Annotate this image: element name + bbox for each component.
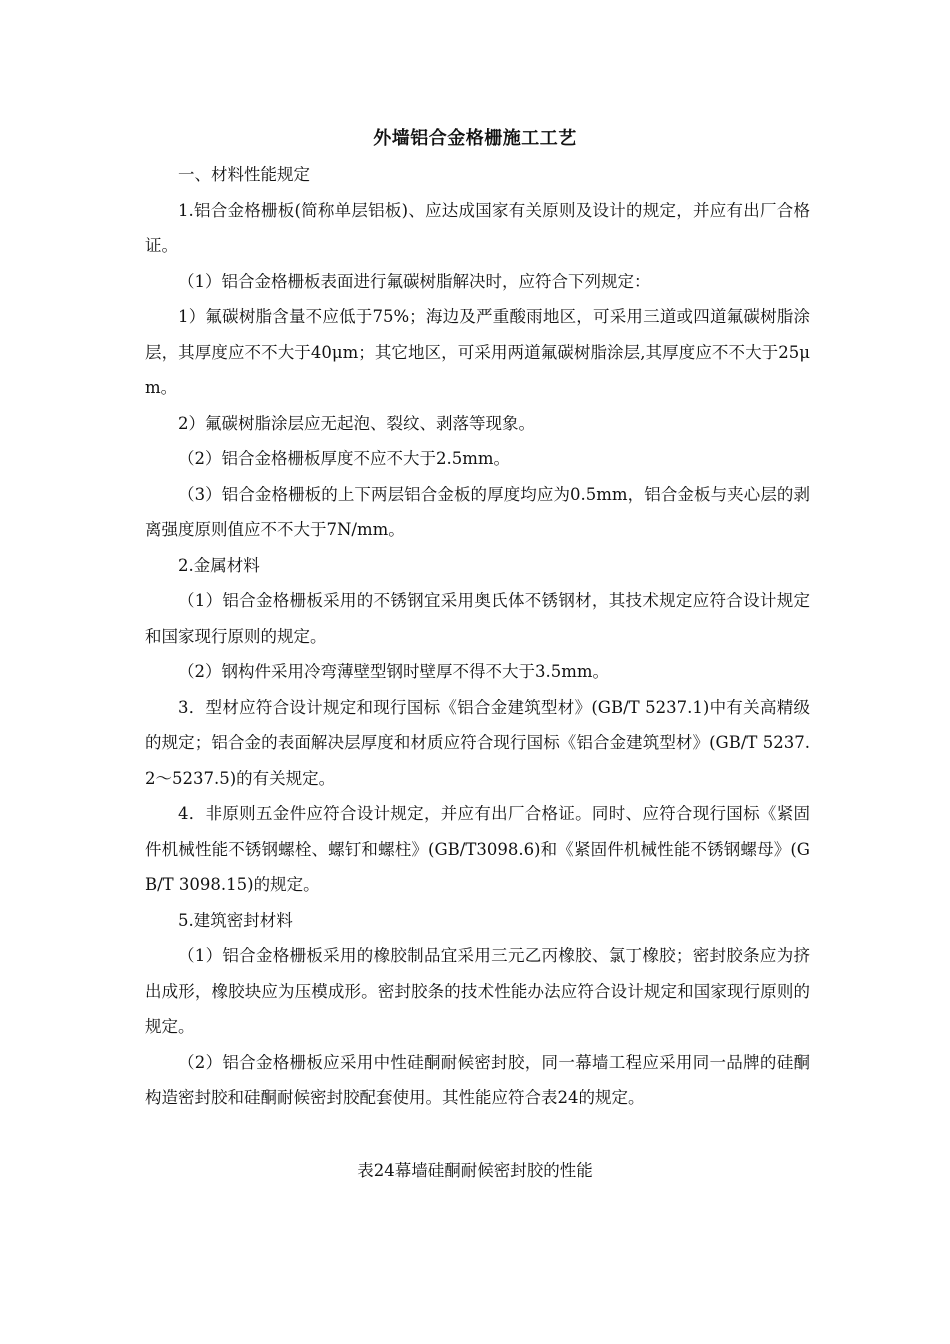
section-heading-material-requirements: 一、材料性能规定 — [178, 165, 310, 184]
paragraph-hardware: 4．非原则五金件应符合设计规定，并应有出厂合格证。同时、应符合现行国标《紧固件机械性能不锈钢螺栓、螺钉和螺柱》(GB/T3098.6)和《紧固件机械性能不锈钢螺母》(GB/T 3098.15)的规定。 — [145, 804, 810, 894]
paragraph-silicone-sealant: （2）铝合金格栅板应采用中性硅酮耐候密封胶，同一幕墙工程应采用同一品牌的硅酮构造密封胶和硅酮耐候密封胶配套使用。其性能应符合表24的规定。 — [145, 1052, 810, 1107]
paragraph-aluminum-panel: 1.铝合金格栅板(简称单层铝板)、应达成国家有关原则及设计的规定，并应有出厂合格证。 — [145, 200, 810, 255]
document-title: 外墙铝合金格栅施工工艺 — [373, 128, 577, 149]
document-body — [145, 157, 810, 1116]
section-heading-sealing-materials: 5.建筑密封材料 — [178, 910, 293, 930]
paragraph-fluorocarbon-treatment: （1）铝合金格栅板表面进行氟碳树脂解决时，应符合下列规定： — [178, 271, 651, 291]
paragraph-fluorocarbon-content: 1）氟碳树脂含量不应低于75%；海边及严重酸雨地区，可采用三道或四道氟碳树脂涂层，其厚度应不不大于40μm；其它地区，可采用两道氟碳树脂涂层,其厚度应不不大于25μm。 — [145, 307, 810, 397]
paragraph-panel-thickness: （2）铝合金格栅板厚度不应不大于2.5mm。 — [178, 449, 511, 468]
paragraph-profiles: 3．型材应符合设计规定和现行国标《铝合金建筑型材》(GB/T 5237.1)中有关高精级的规定；铝合金的表面解决层厚度和材质应符合现行国标《铝合金建筑型材》(GB/T 5237.2～5237.5)的有关规定。 — [145, 697, 810, 788]
paragraph-coating-defects: 2）氟碳树脂涂层应无起泡、裂纹、剥落等现象。 — [178, 413, 535, 433]
paragraph-rubber-products: （1）铝合金格栅板采用的橡胶制品宜采用三元乙丙橡胶、氯丁橡胶；密封胶条应为挤出成形，橡胶块应为压模成形。密封胶条的技术性能办法应符合设计规定和国家现行原则的规定。 — [145, 946, 810, 1036]
paragraph-steel-wall-thickness: （2）钢构件采用冷弯薄壁型钢时壁厚不得不大于3.5mm。 — [178, 662, 610, 681]
paragraph-layer-thickness: （3）铝合金格栅板的上下两层铝合金板的厚度均应为0.5mm，铝合金板与夹心层的剥离强度原则值应不不大于7N/mm。 — [145, 484, 810, 539]
paragraph-stainless-steel: （1）铝合金格栅板采用的不锈钢宜采用奥氏体不锈钢材，其技术规定应符合设计规定和国家现行原则的规定。 — [145, 591, 810, 646]
table-caption: 表24幕墙硅酮耐候密封胶的性能 — [357, 1161, 593, 1180]
section-heading-metal-materials: 2.金属材料 — [178, 555, 260, 575]
